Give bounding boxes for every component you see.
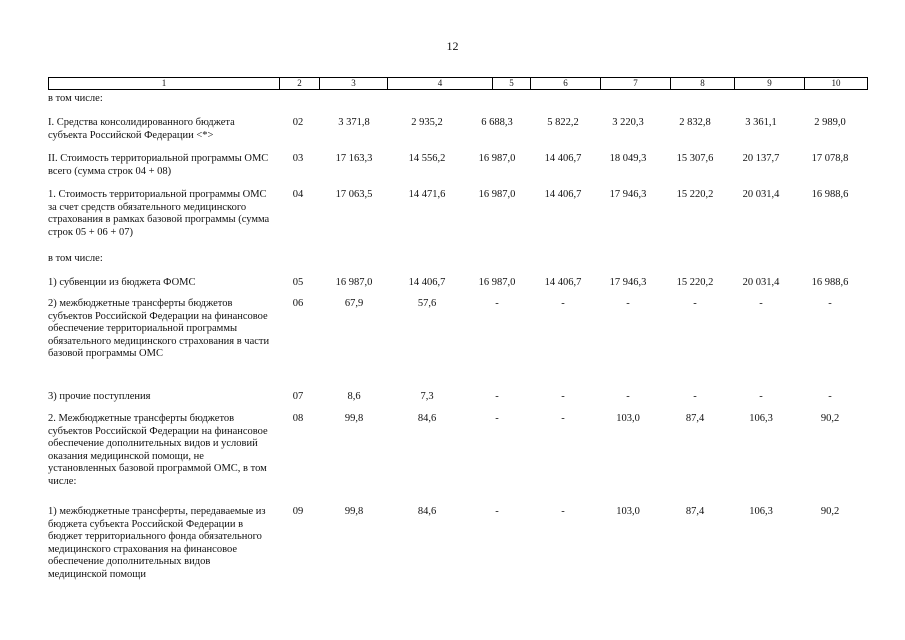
cell-value: 14 406,7 bbox=[544, 153, 582, 164]
cell-value: 84,6 bbox=[417, 413, 437, 424]
cell-value: 2 935,2 bbox=[411, 117, 443, 128]
cell-value: 90,2 bbox=[820, 413, 840, 424]
cell-value: 5 822,2 bbox=[547, 117, 579, 128]
table-header bbox=[48, 77, 868, 90]
cell-value: 106,3 bbox=[749, 413, 773, 424]
cell-value: 90,2 bbox=[820, 506, 840, 517]
cell-value: 6 688,3 bbox=[481, 117, 513, 128]
row-label: 2. Межбюджетные трансферты бюджетов субъектов Российской Федерации на финансовое обеспечение дополнительных видов и условий оказания медицинской помощи, не установленных базовой программой ОМС, в том числе: bbox=[48, 413, 268, 487]
cell-value: 3 361,1 bbox=[745, 117, 777, 128]
cell-value: 20 031,4 bbox=[742, 277, 780, 288]
row-label: I. Средства консолидированного бюджета субъекта Российской Федерации <*> bbox=[48, 117, 235, 141]
header-cell: 2 bbox=[279, 78, 319, 89]
header-cell: 4 bbox=[387, 78, 492, 89]
cell-value: 99,8 bbox=[344, 413, 364, 424]
header-cell: 10 bbox=[804, 78, 867, 89]
cell-value: - bbox=[561, 298, 565, 309]
cell-value: 103,0 bbox=[616, 413, 640, 424]
row-label: 1. Стоимость территориальной программы ОМС за счет средств обязательного медицинского страхования в рамках базовой программы (сумма строк 05 + 06 + 07) bbox=[48, 189, 270, 238]
cell-value: - bbox=[561, 506, 565, 517]
cell-value: 8,6 bbox=[347, 391, 361, 402]
cell-value: 14 406,7 bbox=[544, 189, 582, 200]
cell-value: 15 220,2 bbox=[676, 277, 714, 288]
cell-value: - bbox=[828, 298, 832, 309]
cell-value: 15 220,2 bbox=[676, 189, 714, 200]
cell-value: - bbox=[495, 298, 499, 309]
note-including: в том числе: bbox=[48, 253, 103, 264]
header-cell: 3 bbox=[319, 78, 387, 89]
header-cell: 8 bbox=[670, 78, 734, 89]
row-code: 02 bbox=[292, 117, 304, 128]
row-label: II. Стоимость территориальной программы ОМС всего (сумма строк 04 + 08) bbox=[48, 153, 269, 177]
cell-value: 84,6 bbox=[417, 506, 437, 517]
row-label: 2) межбюджетные трансферты бюджетов субъектов Российской Федерации на финансовое обеспечение территориальной программы обязательного медицинского страхования в части базовой программы ОМС bbox=[48, 298, 270, 359]
cell-value: 16 987,0 bbox=[478, 189, 516, 200]
header-cell: 7 bbox=[600, 78, 670, 89]
cell-value: 17 078,8 bbox=[811, 153, 849, 164]
cell-value: 14 556,2 bbox=[408, 153, 446, 164]
cell-value: - bbox=[828, 391, 832, 402]
cell-value: 16 988,6 bbox=[811, 277, 849, 288]
header-cell: 5 bbox=[492, 78, 530, 89]
cell-value: - bbox=[561, 413, 565, 424]
cell-value: 20 137,7 bbox=[742, 153, 780, 164]
cell-value: 2 989,0 bbox=[814, 117, 846, 128]
cell-value: 18 049,3 bbox=[609, 153, 647, 164]
row-code: 03 bbox=[292, 153, 304, 164]
cell-value: - bbox=[495, 506, 499, 517]
cell-value: 103,0 bbox=[616, 506, 640, 517]
row-code: 09 bbox=[292, 506, 304, 517]
cell-value: - bbox=[495, 391, 499, 402]
cell-value: 87,4 bbox=[685, 413, 705, 424]
cell-value: 67,9 bbox=[344, 298, 364, 309]
cell-value: 3 371,8 bbox=[338, 117, 370, 128]
row-code: 08 bbox=[292, 413, 304, 424]
page-number: 12 bbox=[446, 39, 459, 53]
cell-value: 15 307,6 bbox=[676, 153, 714, 164]
cell-value: 16 987,0 bbox=[478, 153, 516, 164]
row-code: 04 bbox=[292, 189, 304, 200]
cell-value: 14 406,7 bbox=[408, 277, 446, 288]
note-including: в том числе: bbox=[48, 93, 103, 104]
header-cell: 9 bbox=[734, 78, 804, 89]
cell-value: - bbox=[759, 298, 763, 309]
cell-value: - bbox=[626, 298, 630, 309]
cell-value: 99,8 bbox=[344, 506, 364, 517]
cell-value: 16 988,6 bbox=[811, 189, 849, 200]
cell-value: - bbox=[561, 391, 565, 402]
cell-value: 106,3 bbox=[749, 506, 773, 517]
cell-value: 7,3 bbox=[420, 391, 434, 402]
cell-value: 14 471,6 bbox=[408, 189, 446, 200]
cell-value: 57,6 bbox=[417, 298, 437, 309]
cell-value: 17 946,3 bbox=[609, 277, 647, 288]
cell-value: 17 063,5 bbox=[335, 189, 373, 200]
header-cell: 6 bbox=[530, 78, 600, 89]
cell-value: - bbox=[759, 391, 763, 402]
cell-value: - bbox=[626, 391, 630, 402]
cell-value: - bbox=[495, 413, 499, 424]
cell-value: 17 946,3 bbox=[609, 189, 647, 200]
cell-value: - bbox=[693, 298, 697, 309]
row-code: 06 bbox=[292, 298, 304, 309]
cell-value: 14 406,7 bbox=[544, 277, 582, 288]
row-label: 1) субвенции из бюджета ФОМС bbox=[48, 277, 196, 288]
row-code: 07 bbox=[292, 391, 304, 402]
cell-value: 3 220,3 bbox=[612, 117, 644, 128]
row-label: 3) прочие поступления bbox=[48, 391, 151, 402]
cell-value: 20 031,4 bbox=[742, 189, 780, 200]
cell-value: - bbox=[693, 391, 697, 402]
cell-value: 16 987,0 bbox=[335, 277, 373, 288]
cell-value: 16 987,0 bbox=[478, 277, 516, 288]
cell-value: 87,4 bbox=[685, 506, 705, 517]
cell-value: 2 832,8 bbox=[679, 117, 711, 128]
header-cell: 1 bbox=[161, 78, 167, 88]
row-label: 1) межбюджетные трансферты, передаваемые из бюджета субъекта Российской Федерации в бюджет территориального фонда обязательного медицинского страхования на финансовое обеспечение дополнительных видов медицинской помощи bbox=[48, 506, 266, 580]
cell-value: 17 163,3 bbox=[335, 153, 373, 164]
row-code: 05 bbox=[292, 277, 304, 288]
